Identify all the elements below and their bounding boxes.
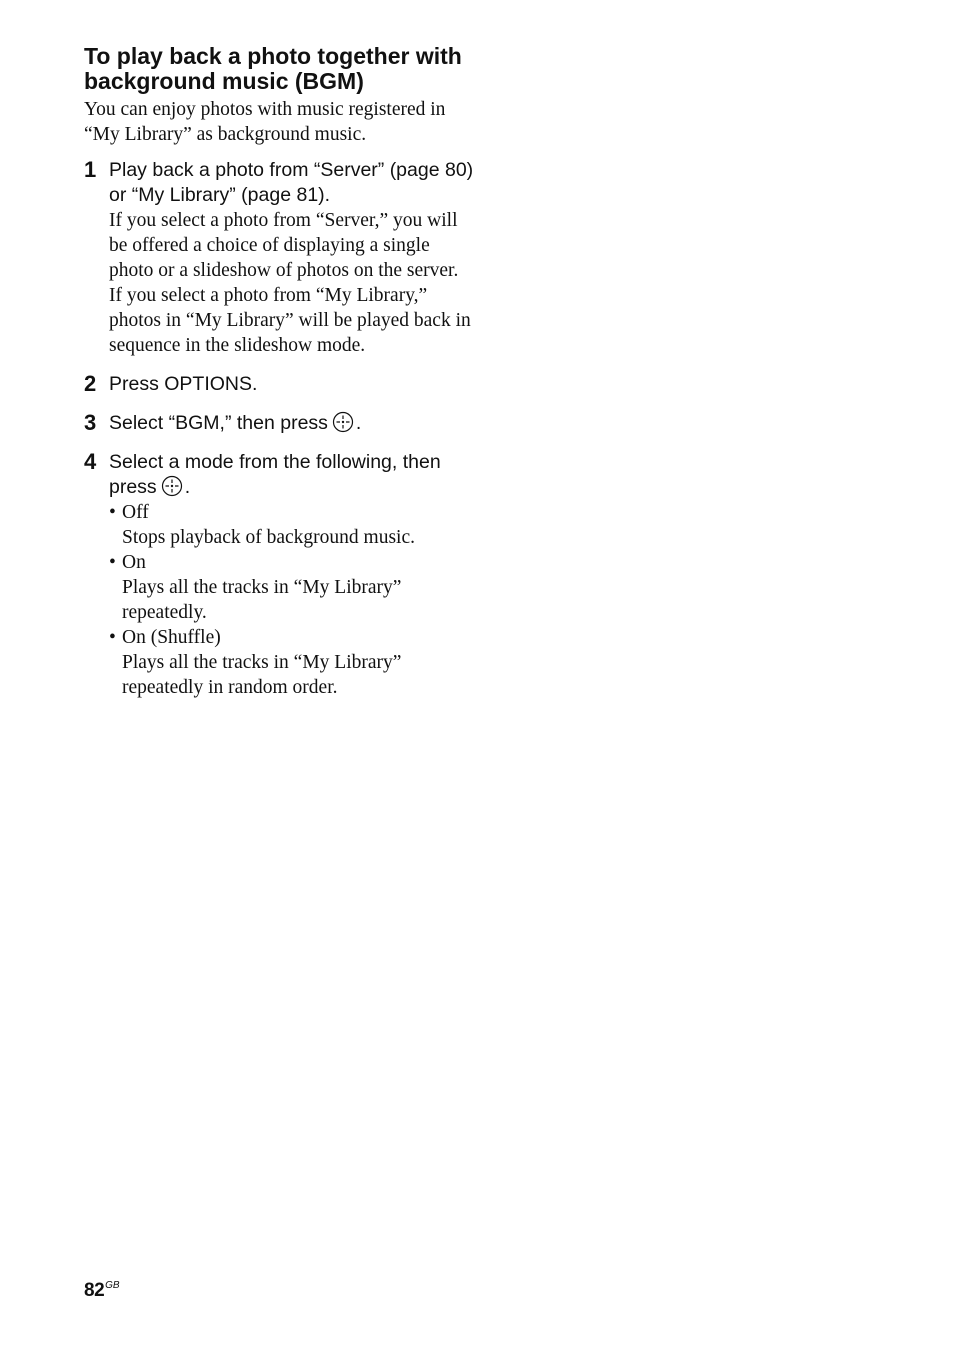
region-code: GB	[105, 1280, 120, 1291]
step-number: 4	[84, 449, 97, 474]
option-description: Stops playback of background music.	[122, 527, 415, 548]
bullet: •	[109, 627, 116, 648]
content-column	[84, 44, 474, 700]
option-name	[109, 500, 474, 525]
step-3	[84, 411, 474, 436]
option-label: On	[122, 552, 146, 573]
option-description: Plays all the tracks in “My Library” repeatedly in random order.	[122, 652, 402, 698]
page-footer	[84, 1280, 120, 1302]
option-name	[109, 550, 474, 575]
intro-paragraph: You can enjoy photos with music registered in “My Library” as background music.	[84, 99, 446, 145]
step-title	[109, 411, 474, 436]
bgm-mode-list	[109, 500, 474, 700]
step-title: Press OPTIONS.	[109, 373, 258, 395]
step-title: Play back a photo from “Server” (page 80) or “My Library” (page 81).	[109, 159, 474, 206]
step-title-suffix: .	[355, 412, 362, 434]
step-number: 2	[84, 371, 97, 396]
bullet: •	[109, 502, 116, 523]
step-title	[109, 450, 474, 500]
step-title-suffix: .	[184, 476, 191, 498]
step-body-library: If you select a photo from “My Library,” photos in “My Library” will be played back in sequence in the slideshow mode.	[109, 285, 471, 356]
option-label: On (Shuffle)	[122, 627, 221, 648]
list-item	[109, 550, 474, 625]
step-number: 1	[84, 157, 97, 182]
step-title-text: Select a mode from the following, then press	[109, 451, 441, 498]
bullet: •	[109, 552, 116, 573]
step-title-text: Select “BGM,” then press	[109, 412, 328, 434]
section-heading: To play back a photo together with background music (BGM)	[84, 43, 462, 94]
option-description: Plays all the tracks in “My Library” repeatedly.	[122, 577, 402, 623]
option-label: Off	[122, 502, 149, 523]
list-item	[109, 625, 474, 700]
page-number: 82	[84, 1280, 105, 1301]
step-2	[84, 372, 474, 397]
step-4	[84, 450, 474, 700]
enter-button-icon	[332, 411, 354, 433]
step-1	[84, 158, 474, 358]
step-body-server: If you select a photo from “Server,” you will be offered a choice of displaying a single photo or a slideshow of photos on the server.	[109, 210, 459, 281]
list-item	[109, 500, 474, 550]
step-number: 3	[84, 410, 97, 435]
option-name	[109, 625, 474, 650]
enter-button-icon	[161, 475, 183, 497]
